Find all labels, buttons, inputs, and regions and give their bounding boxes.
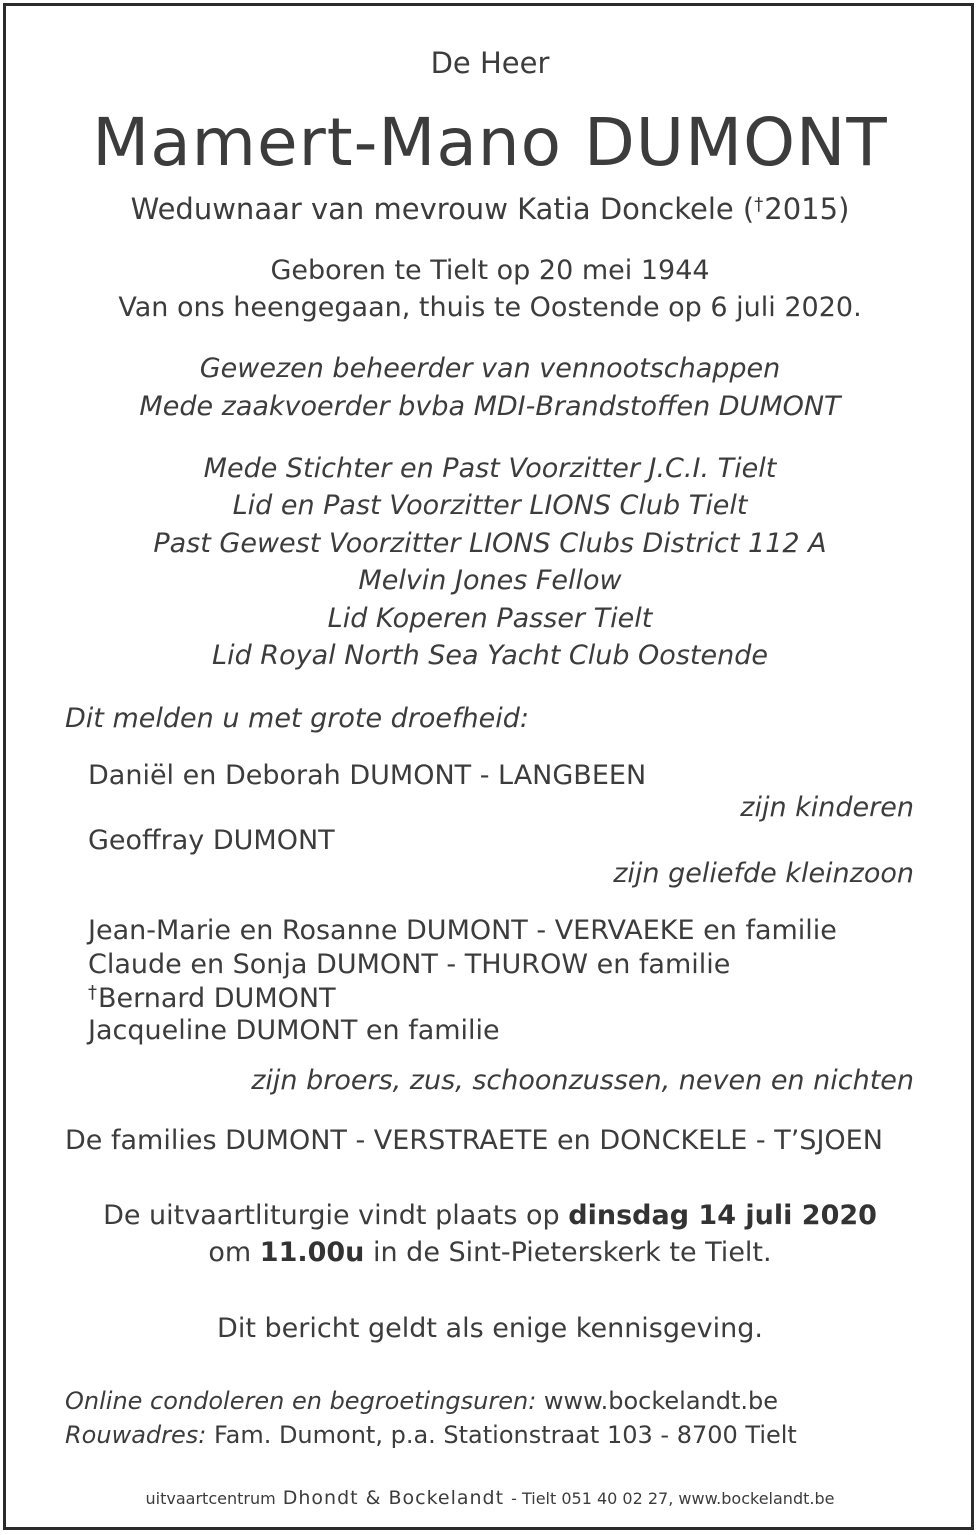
membership-line: Lid en Past Voorzitter LIONS Club Tielt (232, 490, 748, 521)
family-sibling (88, 982, 336, 1014)
salutation: De Heer (430, 46, 550, 80)
website-link[interactable]: www.bockelandt.be (536, 1387, 779, 1415)
widower-line (0, 192, 980, 226)
footer-company: Dhondt & Bockelandt (275, 1487, 512, 1509)
deceased-name: Mamert-Mano DUMONT (92, 104, 888, 181)
announcement: Dit melden u met grote droefheid: (65, 703, 529, 734)
membership-line: Past Gewest Voorzitter LIONS Clubs District 112 A (153, 528, 827, 559)
family-sibling: Claude en Sonja DUMONT - THUROW en familie (88, 949, 731, 980)
birth-line: Geboren te Tielt op 20 mei 1944 (270, 255, 710, 286)
career-line: Mede zaakvoerder bvba MDI-Brandstoffen DUMONT (139, 391, 841, 422)
widower-year: 2015) (764, 192, 850, 226)
sibling-name: Bernard DUMONT (98, 983, 336, 1014)
funeral-text: om (208, 1237, 260, 1268)
families-line: De families DUMONT - VERSTRAETE en DONCKELE - T’SJOEN (65, 1125, 883, 1156)
cross-icon: † (88, 982, 97, 1003)
career-line: Gewezen beheerder van vennootschappen (199, 353, 781, 384)
footer (0, 1487, 980, 1509)
membership-line: Lid Royal North Sea Yacht Club Oostende (212, 640, 768, 671)
footer-prefix: uitvaartcentrum (145, 1489, 276, 1508)
funeral-text: in de Sint-Pieterskerk te Tielt. (364, 1237, 772, 1268)
widower-text: Weduwnaar van mevrouw Katia Donckele ( (130, 192, 755, 226)
cross-icon: † (754, 194, 764, 215)
membership-line: Melvin Jones Fellow (358, 565, 622, 596)
online-line (65, 1387, 778, 1415)
membership-line: Mede Stichter en Past Voorzitter J.C.I. Tielt (203, 453, 777, 484)
family-sibling: Jacqueline DUMONT en familie (88, 1015, 500, 1046)
family-grandson: Geoffray DUMONT (88, 825, 335, 856)
funeral-time: 11.00u (259, 1237, 365, 1268)
family-role: zijn kinderen (740, 792, 914, 823)
family-role: zijn geliefde kleinzoon (613, 858, 914, 889)
funeral-line (0, 1200, 980, 1231)
address-value: Fam. Dumont, p.a. Stationstraat 103 - 8700 Tielt (206, 1421, 797, 1449)
membership-line: Lid Koperen Passer Tielt (327, 603, 653, 634)
family-children: Daniël en Deborah DUMONT - LANGBEEN (88, 760, 647, 791)
family-sibling: Jean-Marie en Rosanne DUMONT - VERVAEKE en familie (88, 915, 837, 946)
family-role: zijn broers, zus, schoonzussen, neven en nichten (251, 1065, 914, 1096)
funeral-text: De uitvaartliturgie vindt plaats op (103, 1200, 569, 1231)
funeral-date: dinsdag 14 juli 2020 (568, 1200, 877, 1231)
footer-suffix: - Tielt 051 40 02 27, www.bockelandt.be (511, 1489, 835, 1508)
death-line: Van ons heengegaan, thuis te Oostende op 6 juli 2020. (118, 292, 862, 323)
address-label: Rouwadres: (65, 1421, 207, 1449)
funeral-line (0, 1237, 980, 1268)
notice-line: Dit bericht geldt als enige kennisgeving. (217, 1313, 763, 1344)
online-label: Online condoleren en begroetingsuren: (65, 1387, 537, 1415)
address-line (65, 1421, 797, 1449)
